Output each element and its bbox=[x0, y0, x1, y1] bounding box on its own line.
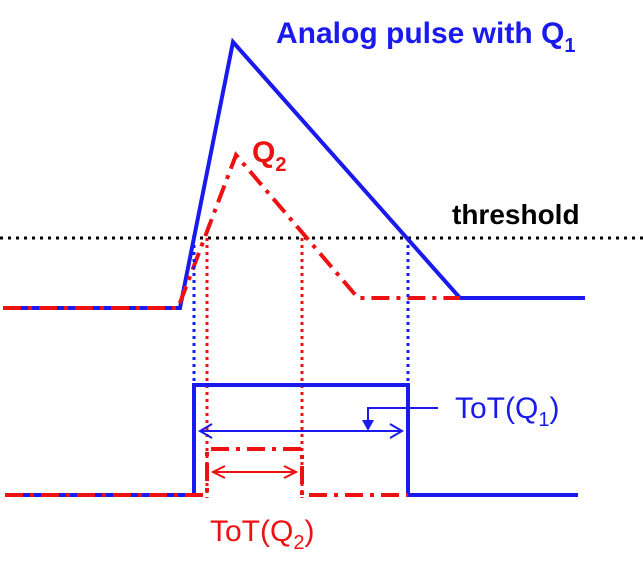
tot-q2-label: $ToT(Q_2)$ bbox=[210, 515, 315, 554]
threshold-label: threshold bbox=[452, 199, 580, 230]
pulse-q1-label: Analog pulse with $Q_1$ bbox=[276, 17, 576, 57]
tot-q2-signal bbox=[5, 449, 408, 495]
pulse-q2-curve bbox=[3, 155, 460, 308]
pulse-q1-curve bbox=[3, 42, 585, 308]
tot-q1-label: $ToT(Q_1)$ bbox=[455, 392, 560, 431]
tot-q1-leader bbox=[362, 408, 438, 431]
tot-q2-arrow bbox=[213, 466, 296, 478]
pulse-q2-label: $Q_2$ bbox=[252, 136, 287, 176]
